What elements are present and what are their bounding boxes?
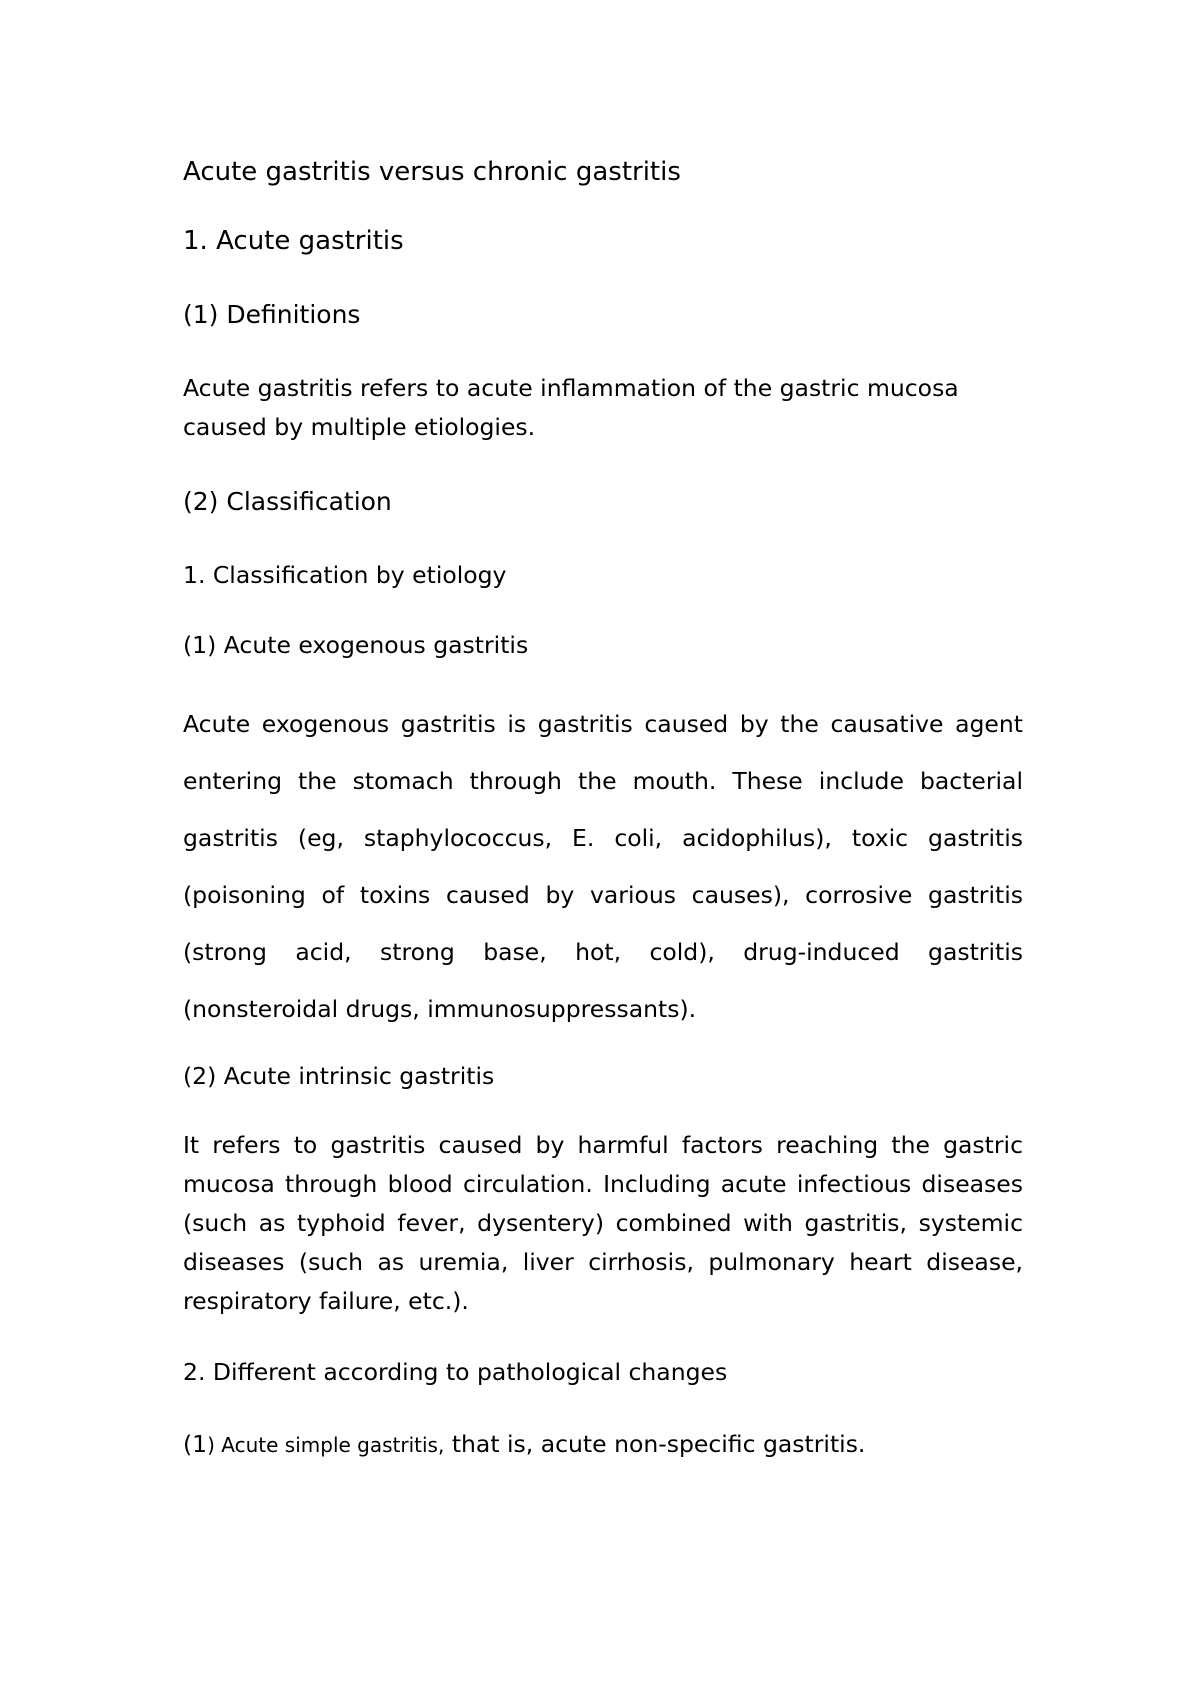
subsection-heading-classification: (2) Classification bbox=[183, 487, 392, 516]
acute-simple-gastritis-line bbox=[183, 1428, 1023, 1461]
acute-intrinsic-gastritis-paragraph: It refers to gastritis caused by harmful factors reaching the gastric mucosa through blood circulation. Including acute infectious diseases (such as typhoid fever, dysentery) combined with gastritis, systemic diseases (such as uremia, liver cirrhosis, pulmonary heart disease, respiratory failure, etc.). bbox=[183, 1131, 1023, 1315]
classification-by-etiology-heading: 1. Classification by etiology bbox=[183, 561, 507, 589]
subsection-heading-definitions: (1) Definitions bbox=[183, 300, 361, 329]
acute-exogenous-gastritis-heading: (1) Acute exogenous gastritis bbox=[183, 631, 529, 659]
definitions-paragraph: Acute gastritis refers to acute inflammation of the gastric mucosa caused by multiple etiologies. bbox=[183, 374, 959, 441]
acute-simple-rest-text: that is, acute non-specific gastritis. bbox=[444, 1430, 866, 1458]
document-title: Acute gastritis versus chronic gastritis bbox=[183, 157, 681, 187]
acute-simple-prefix: (1 bbox=[183, 1430, 208, 1458]
pathological-changes-heading: 2. Different according to pathological changes bbox=[183, 1358, 728, 1386]
acute-exogenous-gastritis-paragraph: Acute exogenous gastritis is gastritis caused by the causative agent entering the stomach through the mouth. These include bacterial gastritis (eg, staphylococcus, E. coli, acidophilus), toxic gastritis (poisoning of toxins caused by various causes), corrosive gastritis (strong acid, strong base, hot, cold), drug-induced gastritis (nonsteroidal drugs, immunosuppressants). bbox=[183, 710, 1023, 1023]
acute-intrinsic-gastritis-heading: (2) Acute intrinsic gastritis bbox=[183, 1062, 495, 1090]
acute-simple-small-text: ) Acute simple gastritis, bbox=[207, 1433, 445, 1457]
section-heading-acute-gastritis: 1. Acute gastritis bbox=[183, 226, 404, 256]
